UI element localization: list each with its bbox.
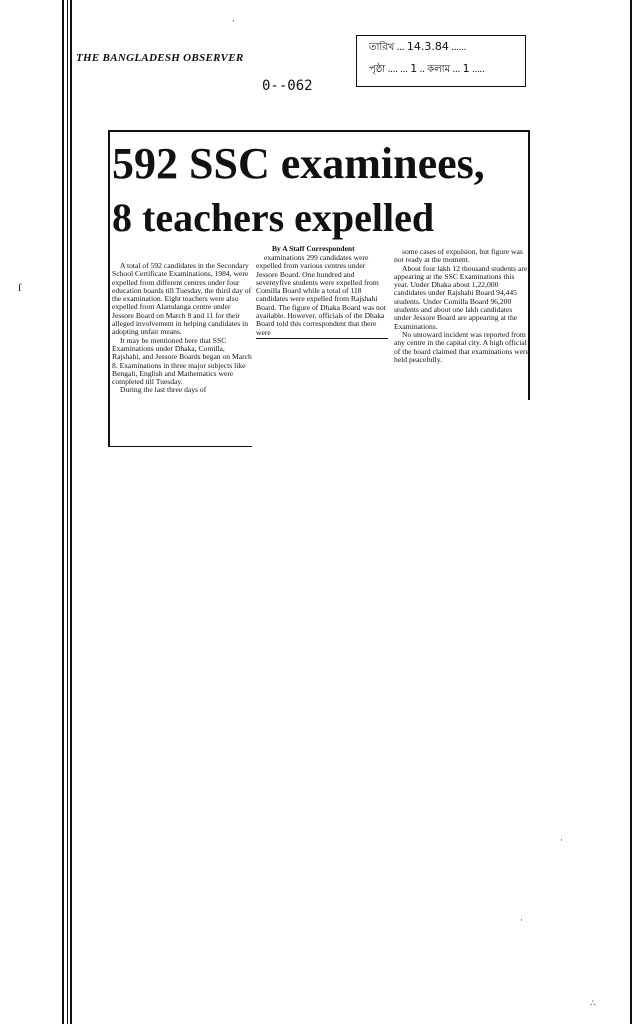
stamp-date-row: তারিখ ... 14.3.84 ...... xyxy=(369,40,467,53)
article-column-1 xyxy=(112,262,252,395)
stamp-date-value: 14.3.84 xyxy=(406,40,449,53)
stamp-date-label: তারিখ xyxy=(369,42,395,53)
stamp-column-value: 1 xyxy=(462,62,470,75)
clipping-left-border xyxy=(108,130,110,446)
reference-number: 0--062 xyxy=(262,78,313,94)
scan-speck: · xyxy=(520,915,523,925)
clipping-bottom-border xyxy=(108,446,252,447)
clipping-top-border xyxy=(108,130,528,132)
col3-paragraph: some cases of expulsion, but figure was not ready at the moment. xyxy=(394,247,523,265)
headline-line-2: 8 teachers expelled xyxy=(112,195,435,240)
stamp-page-value: 1 xyxy=(410,62,418,75)
headline-line-1: 592 SSC examinees, xyxy=(112,139,485,188)
scan-speck: · xyxy=(560,835,563,845)
left-margin-rule-1 xyxy=(62,0,64,1024)
byline: By A Staff Correspondent xyxy=(272,244,355,253)
col1-paragraph: A total of 592 candidates in the Secondary School Certificate Examinations, 1984, were expelled from different centres under four education boards till Tuesday, the third day of the examination. Eight teachers were also expelled from Alamdanga centre under Jessore Board on March 8 and 11 for their alleged involvement in helping candidates in adopting unfair means. xyxy=(112,261,252,337)
stamp-page-label: পৃষ্ঠা xyxy=(369,64,386,75)
article-column-2 xyxy=(256,254,388,339)
col1-paragraph: During the last three days of xyxy=(120,385,207,395)
right-edge-rule xyxy=(630,0,632,1024)
margin-tick-mark: ſ xyxy=(18,282,22,294)
scan-speck: ∴ xyxy=(590,998,596,1008)
col2-paragraph: examinations 299 candidates were expelled from various centres under Jessore Board. One hundred and seventyfive students were expelled from Comilla Board while a total of 118 candidates were expelled from Rajshahi Board. The figure of Dhaka Board was not available. However, officials of the Dhaka Board told this correspondent that there were xyxy=(256,254,388,339)
left-margin-rule-3 xyxy=(70,0,72,1024)
stamp-column-label: কলাম xyxy=(427,64,451,75)
date-stamp xyxy=(356,35,526,87)
col1-paragraph: It may be mentioned here that SSC Examinations under Dhaka, Comilla, Rajshahi, and Jessore Boards began on March 8. Examinations in three major subjects like Bengali, English and Mathematics were completed till Tuesday. xyxy=(112,335,252,387)
article-column-3 xyxy=(394,248,530,364)
publication-name: THE BANGLADESH OBSERVER xyxy=(76,52,244,64)
newspaper-clipping xyxy=(108,128,530,448)
col3-paragraph: About four lakh 12 thousand students are appearing at the SSC Examinations this year. Under Dhaka about 1,22,000 candidates under Rajshahi Board 94,445 students. Under Comilla Board 96,200 students and about one lakh candidates under Jessore Board are appearing at the Examinations. xyxy=(394,263,528,331)
col3-paragraph: No untoward incident was reported from any centre in the capital city. A high official of the board claimed that examinations were held peacefully. xyxy=(394,329,529,364)
left-margin-rule-2 xyxy=(67,0,68,1024)
scan-speck: · xyxy=(232,16,235,26)
stamp-page-row: পৃষ্ঠা .... ... 1 .. কলাম ... 1 ..... xyxy=(369,62,485,75)
